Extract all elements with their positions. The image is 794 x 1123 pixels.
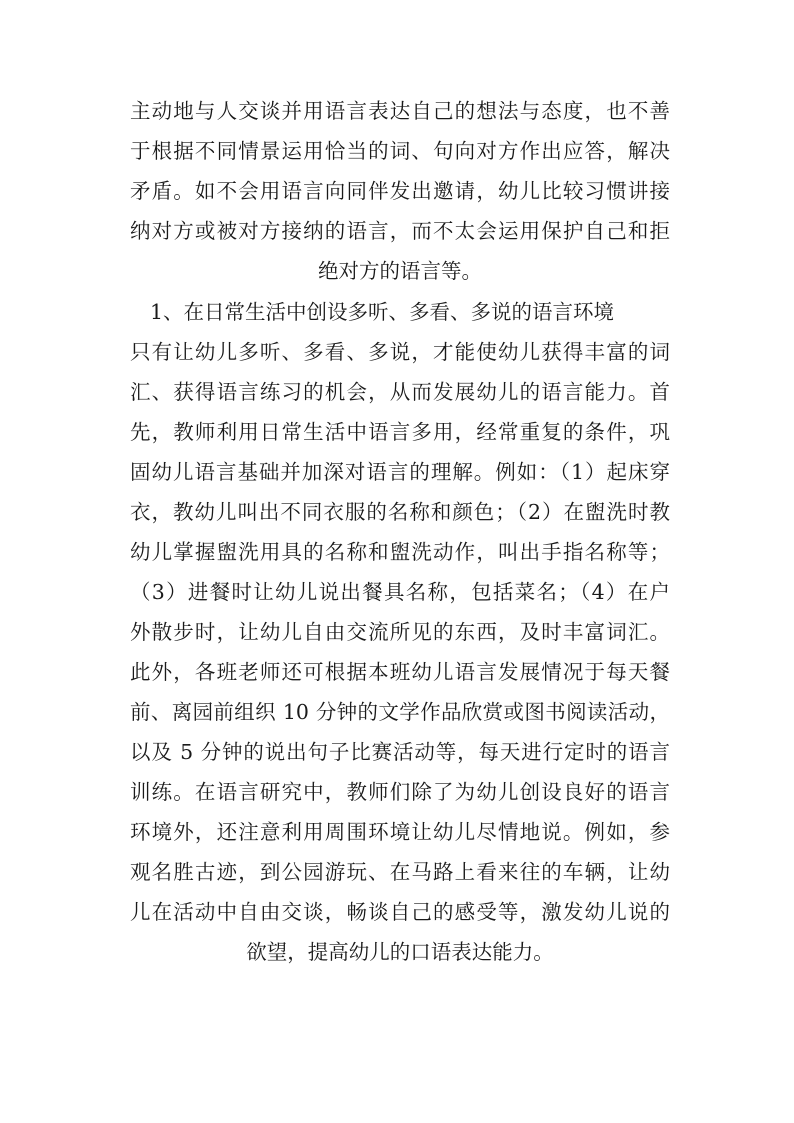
text-line: 主动地与人交谈并用语言表达自己的想法与态度，也不善	[130, 99, 670, 123]
text-line: 固幼儿语言基础并加深对语言的理解。例如：（1）起床穿	[130, 460, 670, 484]
section-heading: 1、在日常生活中创设多听、多看、多说的语言环境	[150, 300, 615, 324]
text-line-paragraph-end: 绝对方的语言等。	[318, 259, 482, 283]
text-line: 幼儿掌握盥洗用具的名称和盥洗动作，叫出手指名称等；	[130, 540, 670, 564]
text-line: 此外，各班老师还可根据本班幼儿语言发展情况于每天餐	[130, 660, 670, 684]
text-line: 儿在活动中自由交谈，畅谈自己的感受等，激发幼儿说的	[130, 900, 670, 924]
text-line: 外散步时，让幼儿自由交流所见的东西，及时丰富词汇。	[130, 620, 670, 644]
text-line: 训练。在语言研究中，教师们除了为幼儿创设良好的语言	[130, 780, 670, 804]
text-line: （3）进餐时让幼儿说出餐具名称，包括菜名；（4）在户	[130, 580, 670, 604]
text-line: 以及 5 分钟的说出句子比赛活动等，每天进行定时的语言	[130, 740, 670, 764]
text-line: 观名胜古迹，到公园游玩、在马路上看来往的车辆，让幼	[130, 860, 670, 884]
text-line: 矛盾。如不会用语言向同伴发出邀请，幼儿比较习惯讲接	[130, 179, 670, 203]
text-line: 只有让幼儿多听、多看、多说，才能使幼儿获得丰富的词	[130, 340, 670, 364]
text-line: 于根据不同情景运用恰当的词、句向对方作出应答，解决	[130, 139, 670, 163]
text-line-paragraph-end: 欲望，提高幼儿的口语表达能力。	[246, 940, 554, 964]
text-line: 前、离园前组织 10 分钟的文学作品欣赏或图书阅读活动，	[130, 700, 670, 724]
text-line: 衣，教幼儿叫出不同衣服的名称和颜色；（2）在盥洗时教	[130, 500, 670, 524]
text-line: 纳对方或被对方接纳的语言，而不太会运用保护自己和拒	[130, 219, 670, 243]
text-line: 先，教师利用日常生活中语言多用，经常重复的条件，巩	[130, 420, 670, 444]
text-line: 汇、获得语言练习的机会，从而发展幼儿的语言能力。首	[130, 380, 670, 404]
text-line: 环境外，还注意利用周围环境让幼儿尽情地说。例如，参	[130, 820, 670, 844]
